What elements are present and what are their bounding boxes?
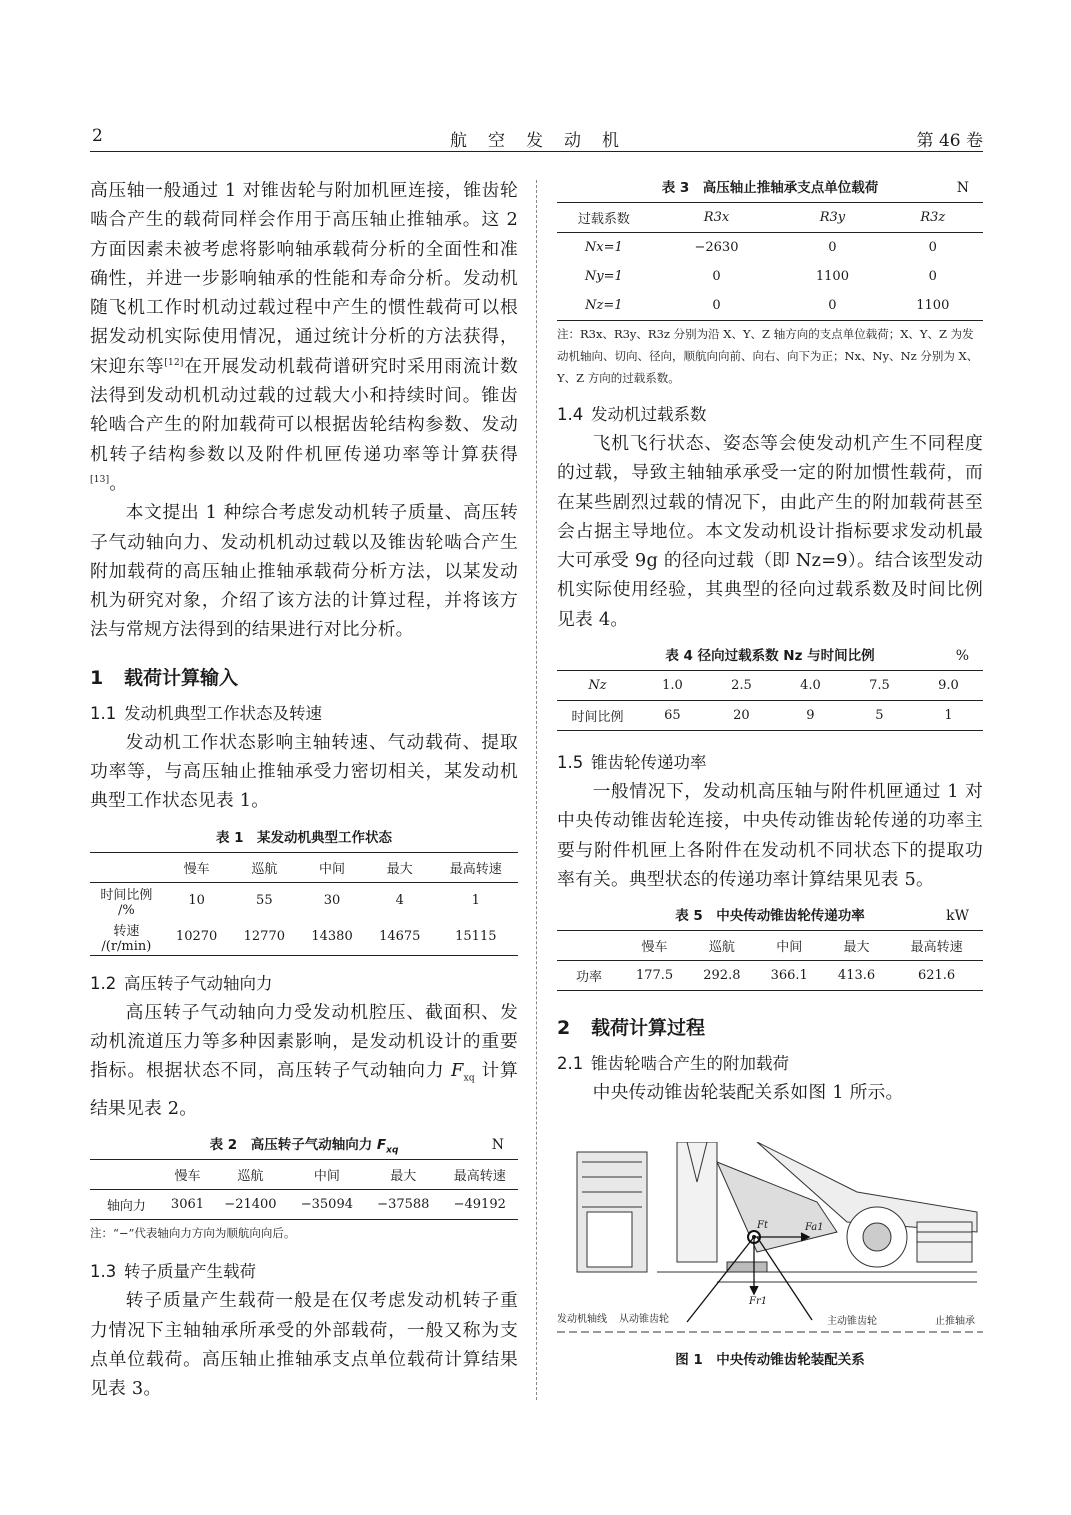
table-row: 轴向力 3061 −21400 −35094 −37588 −49192: [90, 1190, 518, 1220]
table4: [557, 670, 983, 731]
figure-label: Fa1: [805, 1221, 824, 1233]
paragraph-1-3: 转子质量产生载荷一般是在仅考虑发动机转子重力情况下主轴轴承所承受的外部载荷，一般又称为支点单位载荷。高压轴止推轴承支点单位载荷计算结果见表 3。: [90, 1290, 518, 1400]
table-row: 时间比例 65 20 9 5 1: [557, 701, 983, 731]
figure-label: 止推轴承: [935, 1315, 975, 1327]
table5: 慢车 巡航 中间 最大 最高转速 功率 177.5 292.8 366.1 413.6 621.6: [557, 930, 983, 991]
table-row: Nz=1 0 0 1100: [557, 291, 983, 321]
figure-label: Ft: [757, 1219, 768, 1231]
paragraph-intro: 高压轴一般通过 1 对锥齿轮与附加机匣连接，锥齿轮啮合产生的载荷同样会作用于高压轴止推轴承。这 2 方面因素未被考虑将影响轴承载荷分析的全面性和准确性，并进一步影响轴承的性能和寿命分析。发动机随飞机工作时机动过载过程中产生的惯性载荷可以根据发动机实际使用情况，通过统计分析的方法获得，宋迎东等[12]在开展发动机载荷谱研究时采用雨流计数法得到发动机机动过载的过载大小和持续时间。锥齿轮啮合产生的附加载荷可以根据齿轮结构参数、发动机转子结构参数以及附件机匣传递功率等计算获得[13]。: [90, 180, 518, 494]
paragraph-method: 本文提出 1 种综合考虑发动机转子质量、高压转子气动轴向力、发动机机动过载以及锥齿轮啮合产生附加载荷的高压轴止推轴承载荷分析方法，以某发动机为研究对象，介绍了该方法的计算过程，并将该方法与常规方法得到的结果进行对比分析。: [90, 502, 518, 641]
paragraph-1-2: 高压转子气动轴向力受发动机腔压、截面积、发动机流道压力等多种因素影响，是发动机设计的重要指标。根据状态不同，高压转子气动轴向力 $F_{xq}$ 计算结果见表 2。: [90, 1001, 518, 1120]
figure1-caption: 图 1 中央传动锥齿轮装配关系: [675, 1351, 865, 1368]
table-row: 功率 177.5 292.8 366.1 413.6 621.6: [557, 961, 983, 991]
column-divider: [536, 180, 537, 1400]
section-heading-2-1: 2.1 锥齿轮啮合产生的附加载荷: [557, 1054, 789, 1074]
section-heading-1: 1 载荷计算输入: [90, 666, 239, 689]
table2-caption: 表 2 高压转子气动轴向力 $F_{xq}$ N: [209, 1137, 504, 1157]
paragraph-1-5: 一般情况下，发动机高压轴与附件机匣通过 1 对中央传动锥齿轮连接，中央传动锥齿轮传递的功率主要与附件机匣上各附件在发动机不同状态下的提取功率有关。典型状态的传递功率计算结果见表 5。: [557, 781, 983, 890]
right-column: [557, 176, 983, 1368]
table1: 慢车 巡航 中间 最大 最高转速 时间比例 /% 10 55 30 4 1 转速 /(r/min) 10270 12770 14380 14675 15115: [90, 852, 518, 956]
section-heading-2: 2 载荷计算过程: [557, 1017, 706, 1040]
table-row: Nx=1 −2630 0 0: [584, 240, 937, 255]
section-heading-1-2: 1.2 高压转子气动轴向力: [90, 973, 273, 993]
figure-label: 主动锥齿轮: [827, 1315, 877, 1327]
header-rule: [90, 151, 983, 152]
table3-note: 注：R3x、R3y、R3z 分别为沿 X、Y、Z 轴方向的支点单位载荷；X、Y、Z 为发动机轴向、切向、径向，顺航向向前、向右、向下为正；Nx、Ny、Nz 分别为 X、Y、Z 方向的过载系数。: [557, 327, 979, 385]
table3: 过载系数 R3x R3y R3z Nx=1 −2630 0 0 Ny=1 0 1100 0 Nz=1 0 0 1100: [557, 202, 983, 321]
table-row: Ny=1 0 1100 0: [584, 269, 937, 284]
paragraph-1-1: 发动机工作状态影响主轴转速、气动载荷、提取功率等，与高压轴止推轴承受力密切相关，某发动机典型工作状态见表 1。: [90, 731, 518, 812]
figure-label: Fr1: [749, 1295, 768, 1307]
table3-caption: 表 3 高压轴止推轴承支点单位载荷 N: [661, 180, 969, 196]
table2-note: 注：“−”代表轴向力方向为顺航向向后。: [90, 1226, 296, 1241]
journal-title: 航 空 发 动 机: [450, 131, 621, 151]
section-heading-1-5: 1.5 锥齿轮传递功率: [557, 753, 707, 773]
table5-caption: 表 5 中央传动锥齿轮传递功率 kW: [675, 908, 969, 925]
section-heading-1-3: 1.3 转子质量产生载荷: [90, 1262, 256, 1282]
left-column: [90, 176, 518, 1404]
paragraph-2-1: 中央传动锥齿轮装配关系如图 1 所示。: [592, 1082, 904, 1104]
figure-label: 从动锥齿轮: [619, 1313, 669, 1325]
figure-label: 发动机轴线: [557, 1313, 607, 1325]
table4-caption: 表 4 径向过载系数 Nz 与时间比例 %: [665, 648, 969, 665]
table-row: 转速 /(r/min) 10270 12770 14380 14675 15115: [90, 919, 518, 956]
table2: 慢车 巡航 中间 最大 最高转速 轴向力 3061 −21400 −35094 −37588 −49192: [90, 1159, 518, 1220]
page-number: 2: [92, 126, 103, 146]
section-heading-1-1: 1.1 发动机典型工作状态及转速: [90, 703, 322, 723]
figure1: [557, 1142, 983, 1342]
paragraph-1-4: 飞机飞行状态、姿态等会使发动机产生不同程度的过载，导致主轴轴承承受一定的附加惯性载荷，而在某些剧烈过载的情况下，由此产生的附加载荷甚至会占据主导地位。本文发动机设计指标要求发动机最大可承受 9g 的径向过载（即 Nz=9）。结合该型发动机实际使用经验，其典型的径向过载系数及时间比例见表 4。: [557, 433, 983, 630]
section-heading-1-4: 1.4 发动机过载系数: [557, 405, 707, 424]
table1-caption: 表 1 某发动机典型工作状态: [215, 829, 393, 846]
table-row: 时间比例 /% 10 55 30 4 1: [100, 887, 480, 918]
table-row: Nz 1.0 2.5 4.0 7.5 9.0: [557, 671, 983, 701]
volume-label: 第 46 卷: [916, 131, 983, 151]
